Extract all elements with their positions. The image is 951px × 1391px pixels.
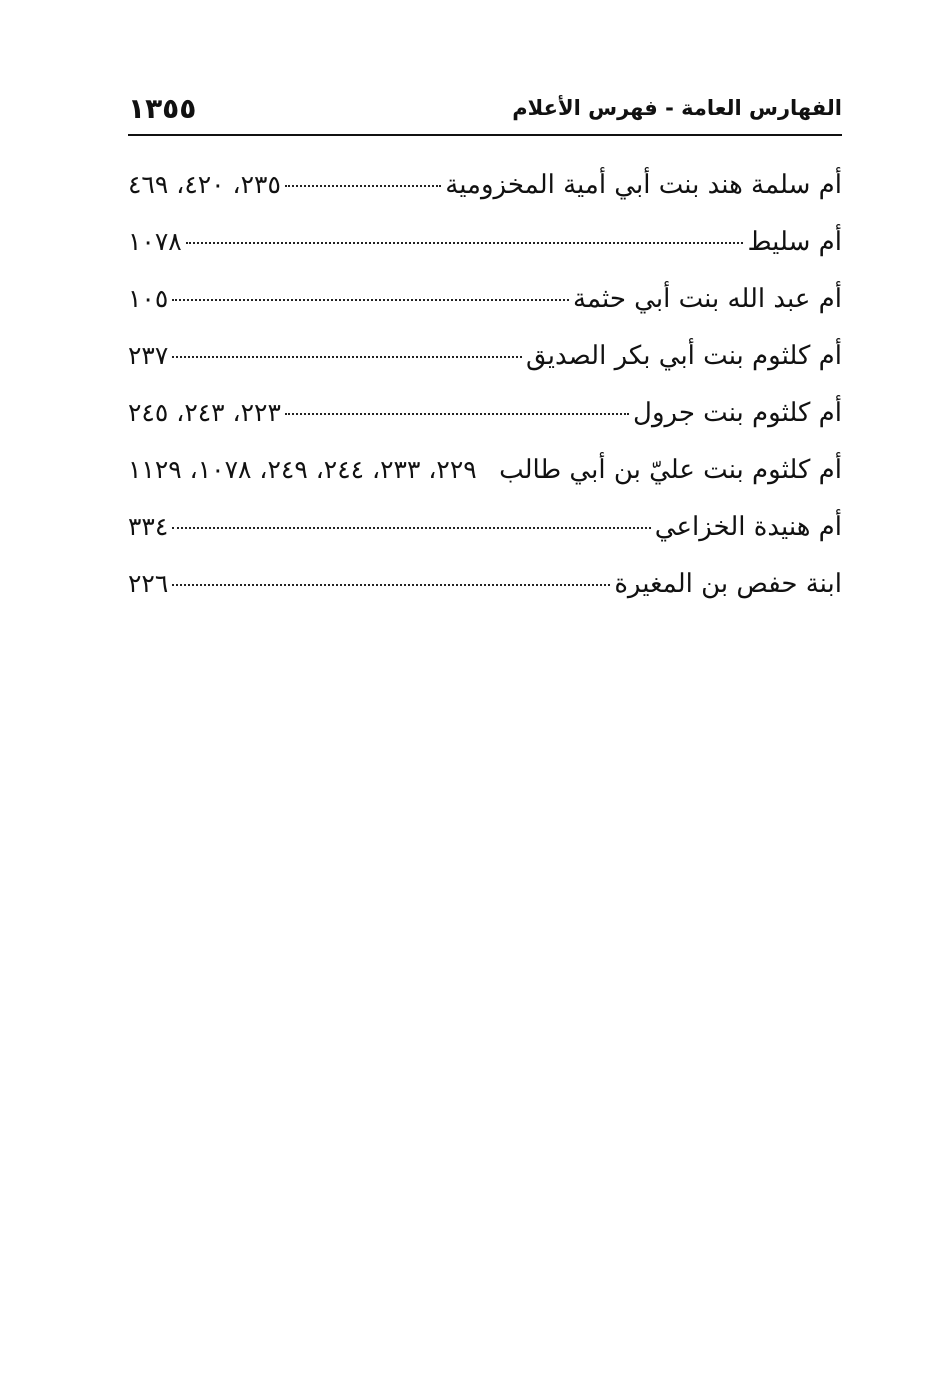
- index-entry: [128, 156, 842, 213]
- page-header: [128, 92, 842, 132]
- leader-dots: [172, 527, 650, 529]
- index-entry: [128, 384, 842, 441]
- index-entry: [128, 327, 842, 384]
- index-entry: [128, 441, 842, 498]
- entry-name: أم سليط: [747, 227, 842, 257]
- entry-pages: ١٠٥: [128, 284, 169, 313]
- leader-dots: [186, 242, 744, 244]
- entry-name: أم كلثوم بنت عليّ بن أبي طالب: [499, 455, 842, 485]
- leader-dots: [285, 185, 441, 187]
- leader-dots: [285, 413, 629, 415]
- entry-name: أم كلثوم بنت أبي بكر الصديق: [526, 341, 842, 371]
- index-entry: [128, 498, 842, 555]
- leader-dots: [172, 584, 610, 586]
- entry-name: أم هنيدة الخزاعي: [654, 512, 842, 542]
- entry-pages: ٢٣٧: [128, 341, 169, 370]
- index-entries: [128, 156, 842, 612]
- entry-pages: ٢٢٦: [128, 569, 169, 598]
- leader-dots: [172, 299, 569, 301]
- header-divider: [128, 134, 842, 136]
- index-entry: [128, 213, 842, 270]
- index-entry: [128, 270, 842, 327]
- entry-pages: ١٠٧٨: [128, 227, 182, 256]
- index-entry: [128, 555, 842, 612]
- entry-name: ابنة حفص بن المغيرة: [614, 569, 842, 599]
- leader-dots: [172, 356, 522, 358]
- page-number: ١٣٥٥: [128, 92, 197, 125]
- entry-pages: ٢٢٩، ٢٣٣، ٢٤٤، ٢٤٩، ١٠٧٨، ١١٢٩: [128, 455, 477, 484]
- entry-name: أم عبد الله بنت أبي حثمة: [573, 284, 842, 314]
- entry-name: أم سلمة هند بنت أبي أمية المخزومية: [445, 170, 842, 200]
- entry-pages: ٢٣٥، ٤٢٠، ٤٦٩: [128, 170, 281, 199]
- entry-name: أم كلثوم بنت جرول: [633, 398, 842, 428]
- running-title: الفهارس العامة - فهرس الأعلام: [512, 96, 842, 120]
- entry-pages: ٣٣٤: [128, 512, 169, 541]
- entry-pages: ٢٢٣، ٢٤٣، ٢٤٥: [128, 398, 281, 427]
